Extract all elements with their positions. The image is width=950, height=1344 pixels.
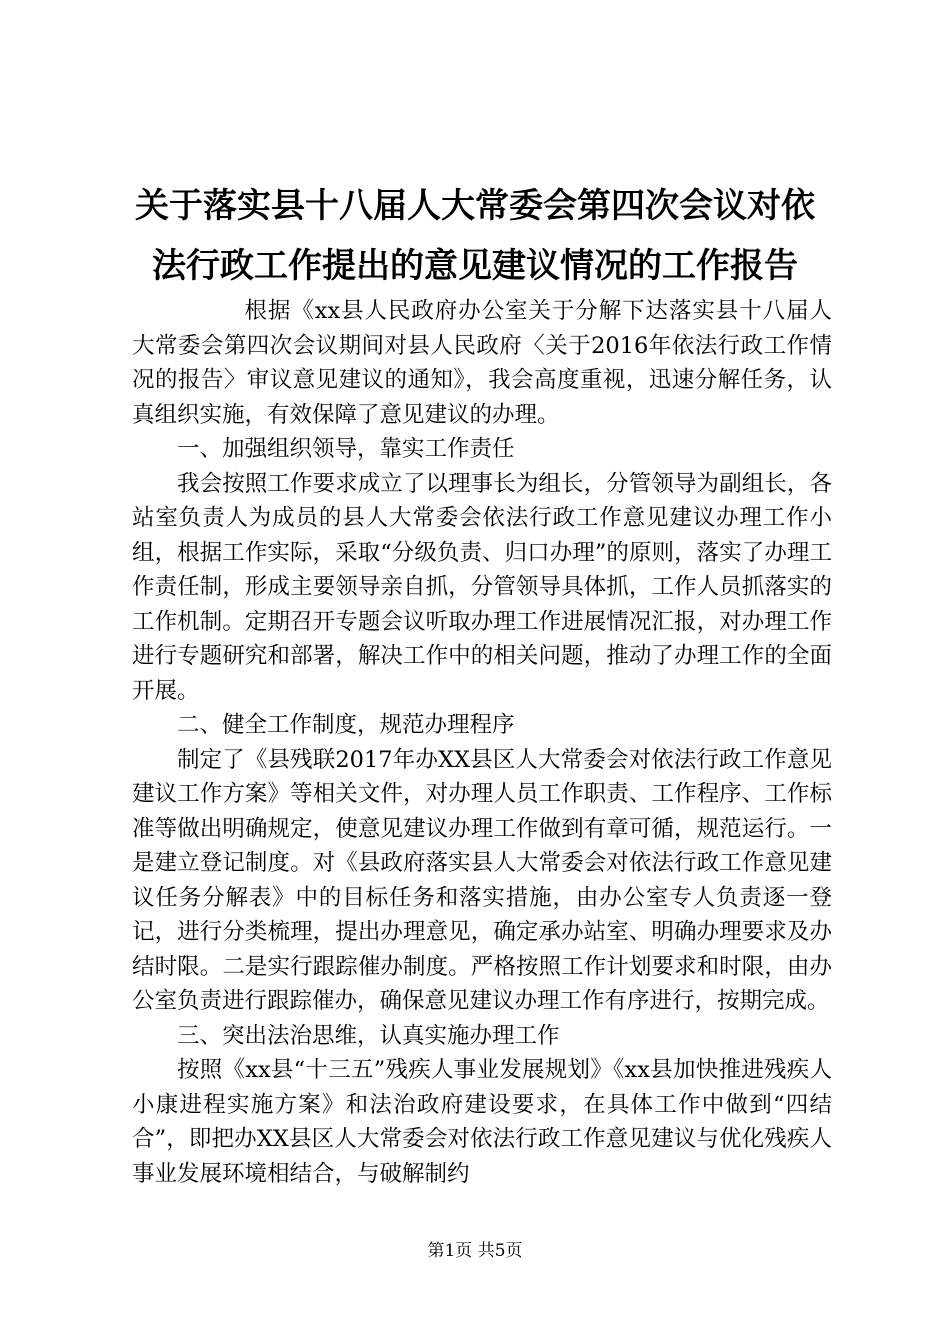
paragraph-section-3: 按照《xx县“十三五”残疾人事业发展规划》《xx县加快推进残疾人小康进程实施方案》和法治政府建设要求，在具体工作中做到“四结合”，即把办XX县区人大常委会对依法行政工作意见建议与优化残疾人事业发展环境相结合，与破解制约 (132, 1057, 832, 1187)
paragraph-intro: 根据《xx县人民政府办公室关于分解下达落实县十八届人大常委会第四次会议期间对县人民政府〈关于2016年依法行政工作情况的报告〉审议意见建议的通知》，我会高度重视，迅速分解任务，认真组织实施，有效保障了意见建议的办理。 (132, 298, 832, 428)
document-body (132, 294, 832, 1191)
document-title-line-1: 关于落实县十八届人大常委会第四次会议对依 (135, 186, 815, 226)
paragraph-section-2: 制定了《县残联2017年办XX县区人大常委会对依法行政工作意见建议工作方案》等相关文件，对办理人员工作职责、工作程序、工作标准等做出明确规定，使意见建议办理工作做到有章可循，规范运行。一是建立登记制度。对《县政府落实县人大常委会对依法行政工作意见建议任务分解表》中的目标任务和落实措施，由办公室专人负责逐一登记，进行分类梳理，提出办理意见，确定承办站室、明确办理要求及办结时限。二是实行跟踪催办制度。严格按照工作计划要求和时限，由办公室负责进行跟踪催办，确保意见建议办理工作有序进行，按期完成。 (132, 746, 832, 1014)
section-heading-2: 二、健全工作制度，规范办理程序 (177, 712, 515, 738)
page-number-footer: 第1页 共5页 (427, 1241, 523, 1261)
paragraph-section-1: 我会按照工作要求成立了以理事长为组长，分管领导为副组长，各站室负责人为成员的县人大常委会依法行政工作意见建议办理工作小组，根据工作实际，采取“分级负责、归口办理”的原则，落实了办理工作责任制，形成主要领导亲自抓，分管领导具体抓，工作人员抓落实的工作机制。定期召开专题会议听取办理工作进展情况汇报，对办理工作进行专题研究和部署，解决工作中的相关问题，推动了办理工作的全面开展。 (132, 470, 832, 704)
section-heading-1: 一、加强组织领导，靠实工作责任 (177, 436, 515, 462)
document-title-line-2: 法行政工作提出的意见建议情况的工作报告 (152, 246, 798, 286)
section-heading-3: 三、突出法治思维，认真实施办理工作 (177, 1022, 560, 1049)
